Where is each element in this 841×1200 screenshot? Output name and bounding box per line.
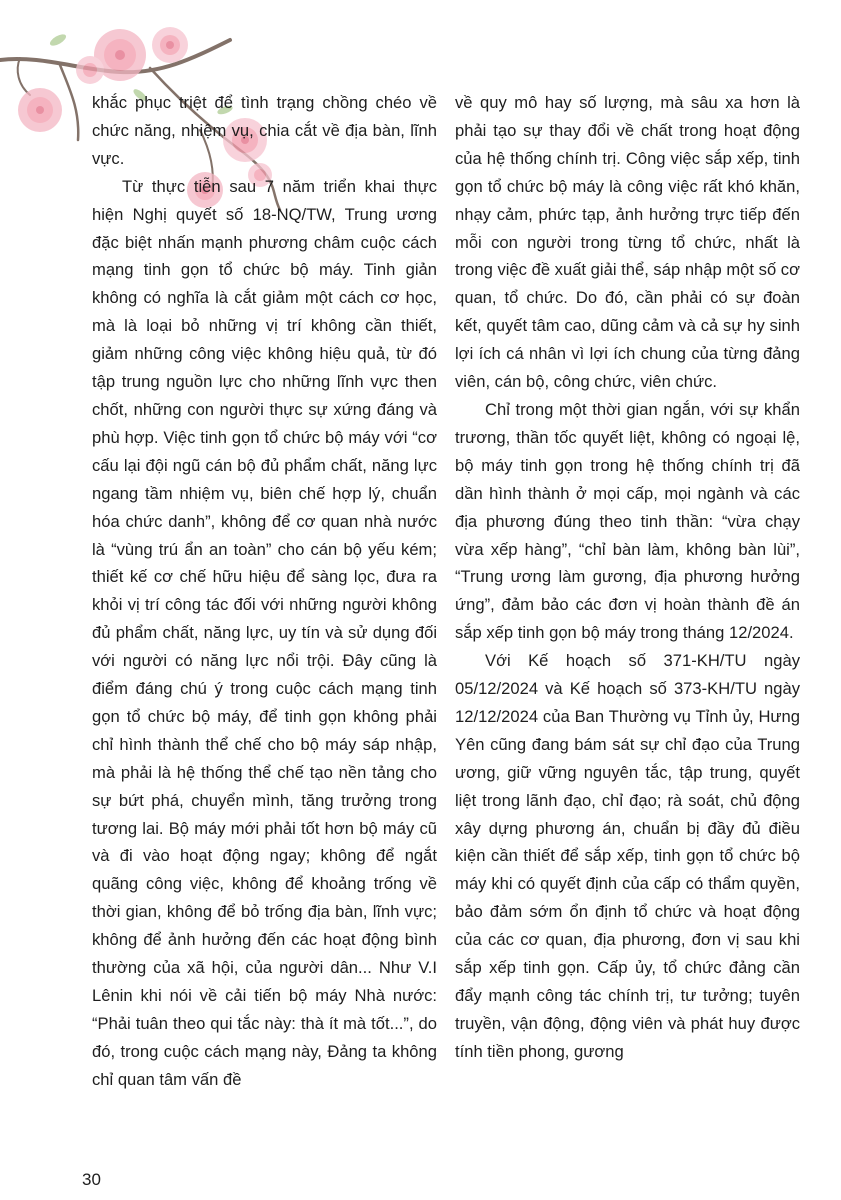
right-paragraph-3: Với Kế hoạch số 371-KH/TU ngày 05/12/2024 và Kế hoạch số 373-KH/TU ngày 12/12/2024 của Ban Thường vụ Tỉnh ủy, Hưng Yên cũng đang bám sát sự chỉ đạo của Trung ương, giữ vững nguyên tắc, tập trung, quyết liệt trong lãnh đạo, chỉ đạo; rà soát, chủ động xây dựng phương án, chuẩn bị đầy đủ điều kiện cần thiết để sắp xếp, tinh gọn tổ chức bộ máy khi có quyết định của cấp có thẩm quyền, bảo đảm sớm ổn định tổ chức và hoạt động của các cơ quan, địa phương, đơn vị sau khi sắp xếp tinh gọn. Cấp ủy, tổ chức đảng cần đẩy mạnh công tác chính trị, tư tưởng; tuyên truyền, vận động, động viên và phát huy được tính tiền phong, gương — [455, 651, 800, 1061]
right-paragraph-2: Chỉ trong một thời gian ngắn, với sự khẩn trương, thần tốc quyết liệt, không có ngoại lệ, bộ máy tinh gọn trong hệ thống chính trị đã dần hình thành ở mọi cấp, mọi ngành và các địa phương đúng theo tinh thần: “vừa chạy vừa xếp hàng”, “chỉ bàn làm, không bàn lùi”, “Trung ương làm gương, địa phương hưởng ứng”, đảm bảo các đơn vị hoàn thành đề án sắp xếp tinh gọn bộ máy trong tháng 12/2024. — [455, 399, 800, 643]
left-paragraph-2: Từ thực tiễn sau 7 năm triển khai thực hiện Nghị quyết số 18-NQ/TW, Trung ương đặc biệt nhấn mạnh phương châm cuộc cách mạng tinh gọn tổ chức bộ máy. Tinh giản không có nghĩa là cắt giảm một cách cơ học, mà là loại bỏ những vị trí không cần thiết, giảm những công việc không hiệu quả, từ đó tập trung nguồn lực cho những lĩnh vực then chốt, những con người thực sự xứng đáng và phù hợp. Việc tinh gọn tổ chức bộ máy với “cơ cấu lại đội ngũ cán bộ đủ phẩm chất, năng lực ngang tầm nhiệm vụ, biên chế hợp lý, chuẩn hóa chức danh”, không để cơ quan nhà nước là “vùng trú ẩn an toàn” cho cán bộ yếu kém; thiết kế cơ chế hữu hiệu để sàng lọc, đưa ra khỏi vị trí công tác đối với những người không đủ phẩm chất, năng lực, uy tín và sử dụng đối với người có năng lực nổi trội. Đây cũng là điểm đáng chú ý trong cuộc cách mạng tinh gọn tổ chức bộ máy, để tinh gọn không phải chỉ hình thành thể chế cho bộ máy sáp nhập, mà phải là hệ thống thể chế tạo nền tảng cho sự bứt phá, chuyển mình, tăng trưởng trong tương lai. Bộ máy mới phải tốt hơn bộ máy cũ và đi vào hoạt động ngay; không để ngắt quãng công việc, không để khoảng trống về thời gian, không để bỏ trống địa bàn, lĩnh vực; không để ảnh hưởng đến các hoạt động bình thường của xã hội, của người dân... Như V.I Lênin khi nói về cải tiến bộ máy Nhà nước: “Phải tuân theo qui tắc này: thà ít mà tốt...”, do đó, trong cuộc cách mạng này, Đảng ta không chỉ quan tâm vấn đề — [92, 176, 437, 1089]
left-column — [92, 89, 437, 1094]
right-paragraph-1: về quy mô hay số lượng, mà sâu xa hơn là phải tạo sự thay đổi về chất trong hoạt động của hệ thống chính trị. Công việc sắp xếp, tinh gọn tổ chức bộ máy là công việc rất khó khăn, nhạy cảm, phức tạp, ảnh hưởng trực tiếp đến mỗi con người trong từng tổ chức, nhất là trong việc đề xuất giải thể, sáp nhập một số cơ quan, tổ chức. Do đó, cần phải có sự đoàn kết, quyết tâm cao, dũng cảm và cả sự hy sinh lợi ích cá nhân vì lợi ích chung của từng đảng viên, cán bộ, công chức, viên chức. — [455, 93, 800, 392]
left-paragraph-1: khắc phục triệt để tình trạng chồng chéo về chức năng, nhiệm vụ, chia cắt về địa bàn, lĩnh vực. — [92, 93, 437, 168]
right-column — [455, 89, 800, 1066]
page-number: 30 — [82, 1170, 101, 1189]
